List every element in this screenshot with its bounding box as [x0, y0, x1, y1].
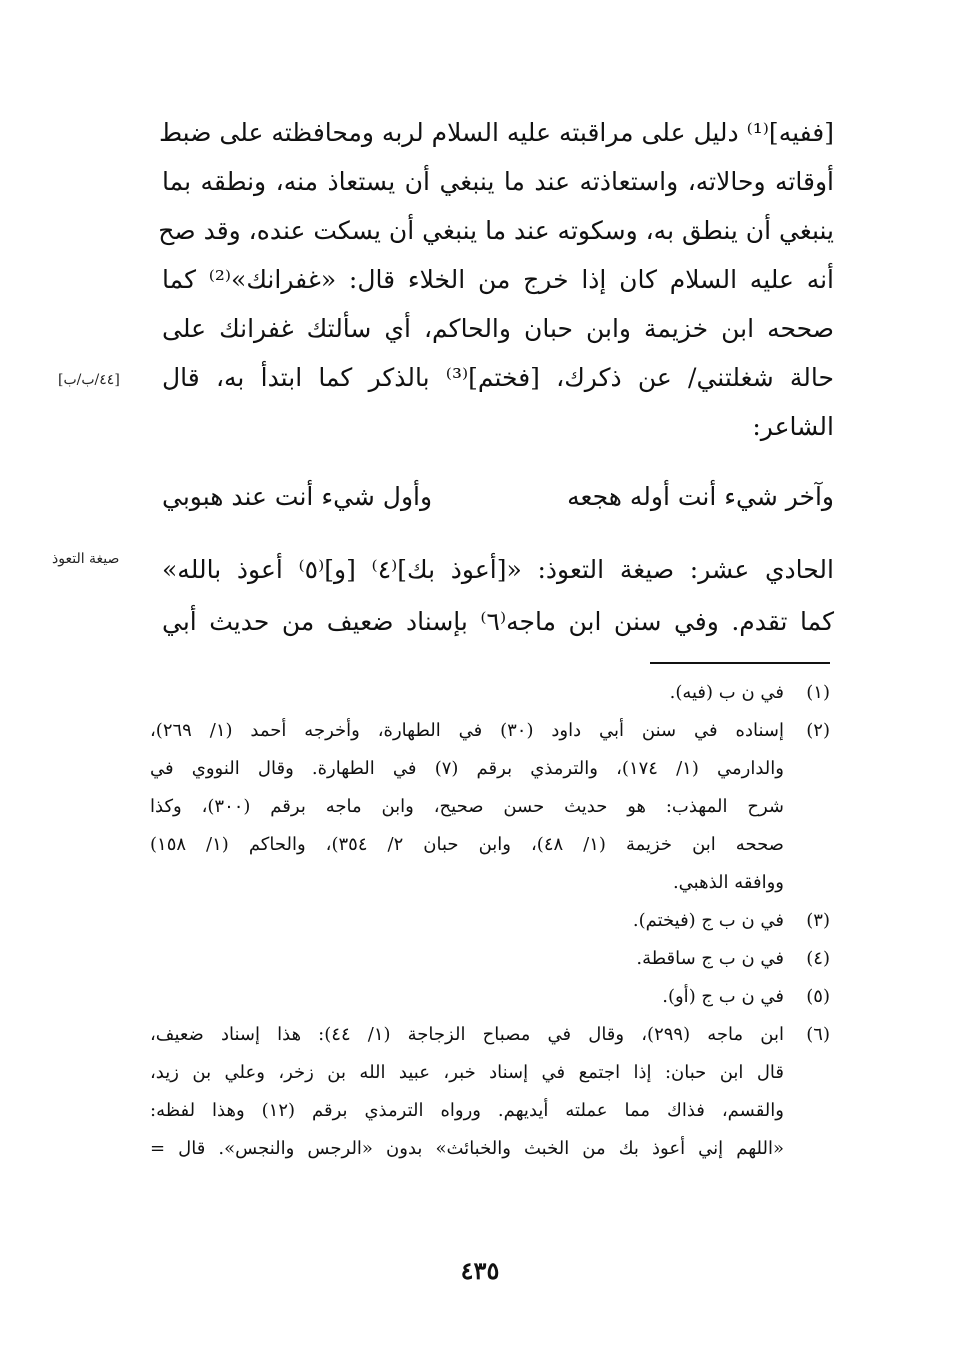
- footnote-line: في ن ب ج ساقطة.: [636, 948, 784, 969]
- topic-margin-note: صيغة التعوذ: [52, 551, 120, 567]
- section-line: الحادي عشر: صيغة التعوذ: «[أعوذ بك]⁽٤⁾ [و]⁽٥⁾ أعوذ بالله»: [162, 555, 834, 584]
- footnote-line: في ن ب ج (فيختم).: [632, 910, 784, 931]
- footnote-number: (٤): [806, 948, 830, 969]
- footnote: [150, 902, 830, 940]
- footnote-number: (٢): [806, 720, 830, 741]
- footnote-line: والدارمي (١/ ١٧٤)، والترمذي برقم (٧) في الطهارة. وقال النووي في: [150, 758, 784, 779]
- main-text-line: صححه ابن خزيمة وابن حبان والحاكم، أي سألتك غفرانك على: [162, 314, 834, 343]
- section-eleven: [162, 544, 834, 648]
- verse-second-hemistich: وأول شيء أنت عند هبوبي: [162, 482, 433, 511]
- footnote-line: إسناده في سنن أبي داود (٣٠) في الطهارة، وأخرجه أحمد (١/ ٢٦٩)،: [150, 720, 784, 741]
- footnote-line: في ن ب ج (أو).: [662, 986, 784, 1007]
- main-text-line: أوقاته وحالاته، واستعاذته عند ما ينبغي أن يستعاذ منه، ونطقه بما: [162, 167, 834, 196]
- main-text-line: حالة شغلتني/ عن ذكرك، [فختم]⁽³⁾ بالذكر كما ابتدأ به، قال: [162, 363, 834, 392]
- footnote: [150, 940, 830, 978]
- page-number: ٤٣٥: [460, 1256, 500, 1285]
- main-text-block: [158, 108, 835, 451]
- footnote-line: «اللهم إني أعوذ بك من الخبث والخبائث» بدون «الرجس والنجس». قال =: [150, 1138, 784, 1159]
- footnote-number: (٦): [806, 1024, 830, 1045]
- main-text-line: [ففيه]⁽¹⁾ دليل على مراقبته عليه السلام لربه ومحافظته على ضبط: [158, 118, 834, 147]
- main-text-line: الشاعر:: [752, 412, 834, 441]
- main-text-line: ينبغي أن ينطق به، وسكوته عند ما ينبغي أن يسكت عنده، وقد صح: [158, 216, 834, 245]
- footnote-line: قال ابن حبان: إذا اجتمع في إسناد خبر، عبيد الله بن زخر، وعلي بن زيد،: [150, 1062, 784, 1083]
- footnote-number: (٥): [806, 986, 830, 1007]
- footnote-number: (٣): [806, 910, 830, 931]
- footnote-line: شرح المهذب: هو حديث حسن صحيح، وابن ماجه برقم (٣٠٠)، وكذا: [150, 796, 784, 817]
- poetry-verse: [162, 482, 834, 526]
- footnote: [150, 1016, 830, 1168]
- main-text-line: أنه عليه السلام كان إذا خرج من الخلاء قال: «غفرانك»⁽²⁾ كما: [162, 265, 835, 294]
- footnote-line: ووافقه الذهبي.: [672, 872, 784, 893]
- footnote-line: صححه ابن خزيمة (١/ ٤٨)، وابن حبان ٢/ ٣٥٤)، والحاكم (١/ ١٥٨): [150, 834, 784, 855]
- footnote: [150, 978, 830, 1016]
- folio-marker: [٤٤/ب/ب]: [58, 372, 120, 388]
- footnote-number: (١): [806, 682, 830, 703]
- footnotes: [150, 674, 830, 1168]
- section-line: كما تقدم. وفي سنن ابن ماجه⁽٦⁾ بإسناد ضعيف من حديث أبي: [162, 607, 834, 636]
- footnote-line: في ن ب (فيه).: [669, 682, 784, 703]
- footnote: [150, 712, 830, 902]
- footnote-separator: [650, 662, 830, 664]
- footnote: [150, 674, 830, 712]
- footnote-line: والقسم، فذاك مما عملته أيديهم. ورواه الترمذي برقم (١٢) وهذا لفظه:: [150, 1100, 784, 1121]
- footnote-line: ابن ماجه (٢٩٩)، وقال في مصباح الزجاجة (١/ ٤٤): هذا إسناد ضعيف،: [150, 1024, 784, 1045]
- verse-first-hemistich: وآخر شيء أنت أوله هجعه: [567, 482, 834, 511]
